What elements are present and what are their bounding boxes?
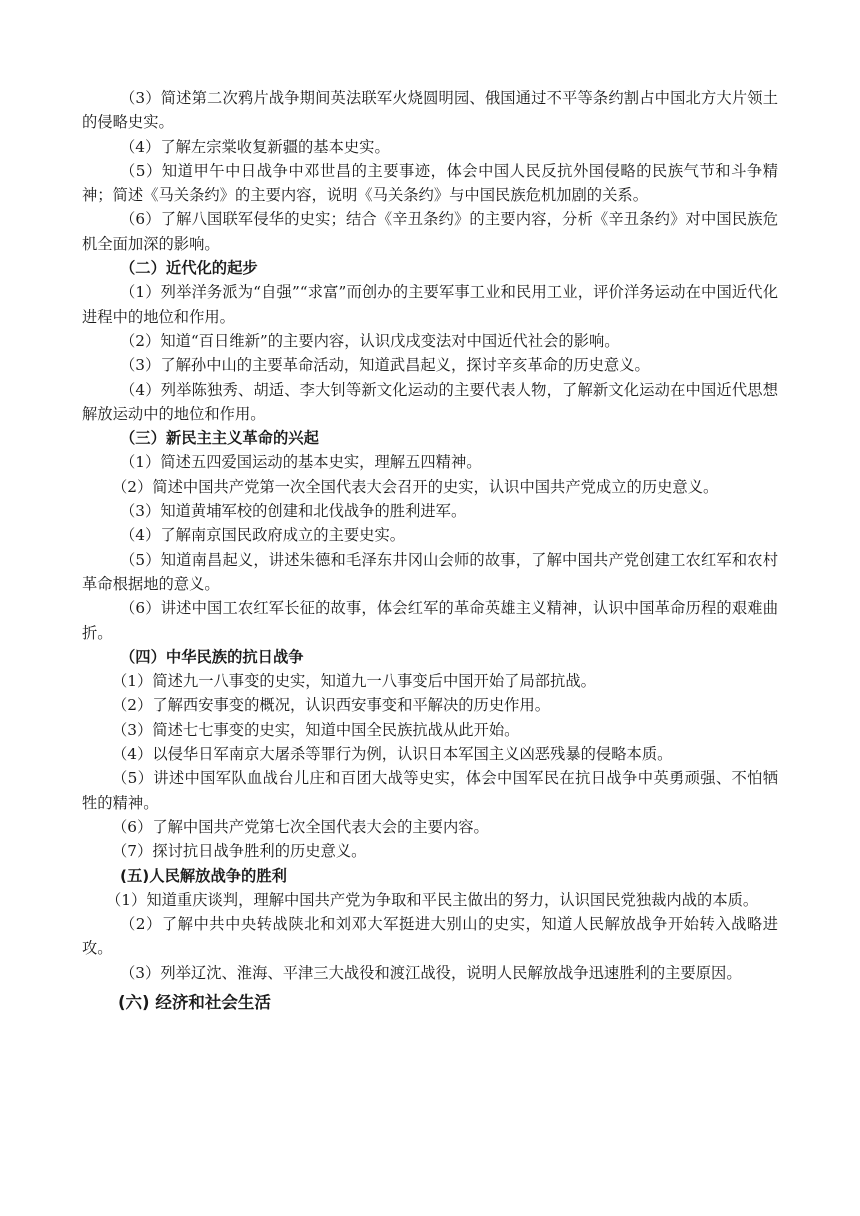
section-heading: （二）近代化的起步	[120, 259, 258, 278]
body-paragraph: （1）列举洋务派为“自强”“求富”而创办的主要军事工业和民用工业，评价洋务运动在中国近代化进程中的地位和作用。	[82, 283, 778, 326]
body-paragraph: （4）了解南京国民政府成立的主要史实。	[120, 526, 406, 545]
body-paragraph: （3）知道黄埔军校的创建和北伐战争的胜利进军。	[120, 502, 467, 521]
body-paragraph: （1）简述五四爱国运动的基本史实，理解五四精神。	[120, 453, 482, 472]
body-paragraph: （1）简述九一八事变的史实，知道九一八事变后中国开始了局部抗战。	[112, 672, 596, 691]
body-paragraph: （4）列举陈独秀、胡适、李大钊等新文化运动的主要代表人物，了解新文化运动在中国近代思想解放运动中的地位和作用。	[82, 380, 778, 423]
body-paragraph: （2）知道“百日维新”的主要内容，认识戊戌变法对中国近代社会的影响。	[120, 331, 620, 350]
body-paragraph: （3）简述第二次鸦片战争期间英法联军火烧圆明园、俄国通过不平等条约割占中国北方大片领土的侵略史实。	[82, 89, 778, 132]
body-paragraph: （6）了解八国联军侵华的史实；结合《辛丑条约》的主要内容，分析《辛丑条约》对中国民族危机全面加深的影响。	[82, 210, 778, 253]
body-paragraph: （3）列举辽沈、淮海、平津三大战役和渡江战役，说明人民解放战争迅速胜利的主要原因。	[120, 963, 742, 982]
section-heading: （三）新民主主义革命的兴起	[120, 429, 319, 448]
body-paragraph: （6）讲述中国工农红军长征的故事，体会红军的革命英雄主义精神，认识中国革命历程的艰难曲折。	[82, 599, 778, 642]
body-paragraph: （6）了解中国共产党第七次全国代表大会的主要内容。	[112, 817, 489, 836]
body-paragraph: （5）知道甲午中日战争中邓世昌的主要事迹，体会中国人民反抗外国侵略的民族气节和斗争精神；简述《马关条约》的主要内容，说明《马关条约》与中国民族危机加剧的关系。	[82, 161, 778, 205]
body-paragraph: （5）讲述中国军队血战台儿庄和百团大战等史实，体会中国军民在抗日战争中英勇顽强、不怕牺牲的精神。	[82, 769, 778, 812]
body-paragraph: （2）了解中共中央转战陕北和刘邓大军挺进大别山的史实，知道人民解放战争开始转入战略进攻。	[82, 915, 778, 958]
section-heading: (六) 经济和社会生活	[118, 992, 271, 1012]
body-paragraph: （3）了解孙中山的主要革命活动，知道武昌起义，探讨辛亥革命的历史意义。	[120, 356, 650, 375]
body-paragraph: （3）简述七七事变的史实，知道中国全民族抗战从此开始。	[112, 720, 520, 739]
body-paragraph: （4）了解左宗棠收复新疆的基本史实。	[120, 137, 390, 156]
body-paragraph: （1）知道重庆谈判，理解中国共产党为争取和平民主做出的努力，认识国民党独裁内战的本质。	[106, 890, 759, 909]
section-heading: （四）中华民族的抗日战争	[120, 647, 304, 666]
section-heading: (五)人民解放战争的胜利	[120, 866, 287, 885]
body-paragraph: （2）了解西安事变的概况，认识西安事变和平解决的历史作用。	[112, 696, 551, 715]
body-paragraph: （4）以侵华日军南京大屠杀等罪行为例，认识日本军国主义凶恶残暴的侵略本质。	[112, 745, 673, 764]
body-paragraph: （7）探讨抗日战争胜利的历史意义。	[112, 842, 367, 861]
body-paragraph: （5）知道南昌起义，讲述朱德和毛泽东井冈山会师的故事，了解中国共产党创建工农红军和农村革命根据地的意义。	[82, 550, 778, 593]
body-paragraph: （2）简述中国共产党第一次全国代表大会召开的史实，认识中国共产党成立的历史意义。	[112, 477, 719, 496]
